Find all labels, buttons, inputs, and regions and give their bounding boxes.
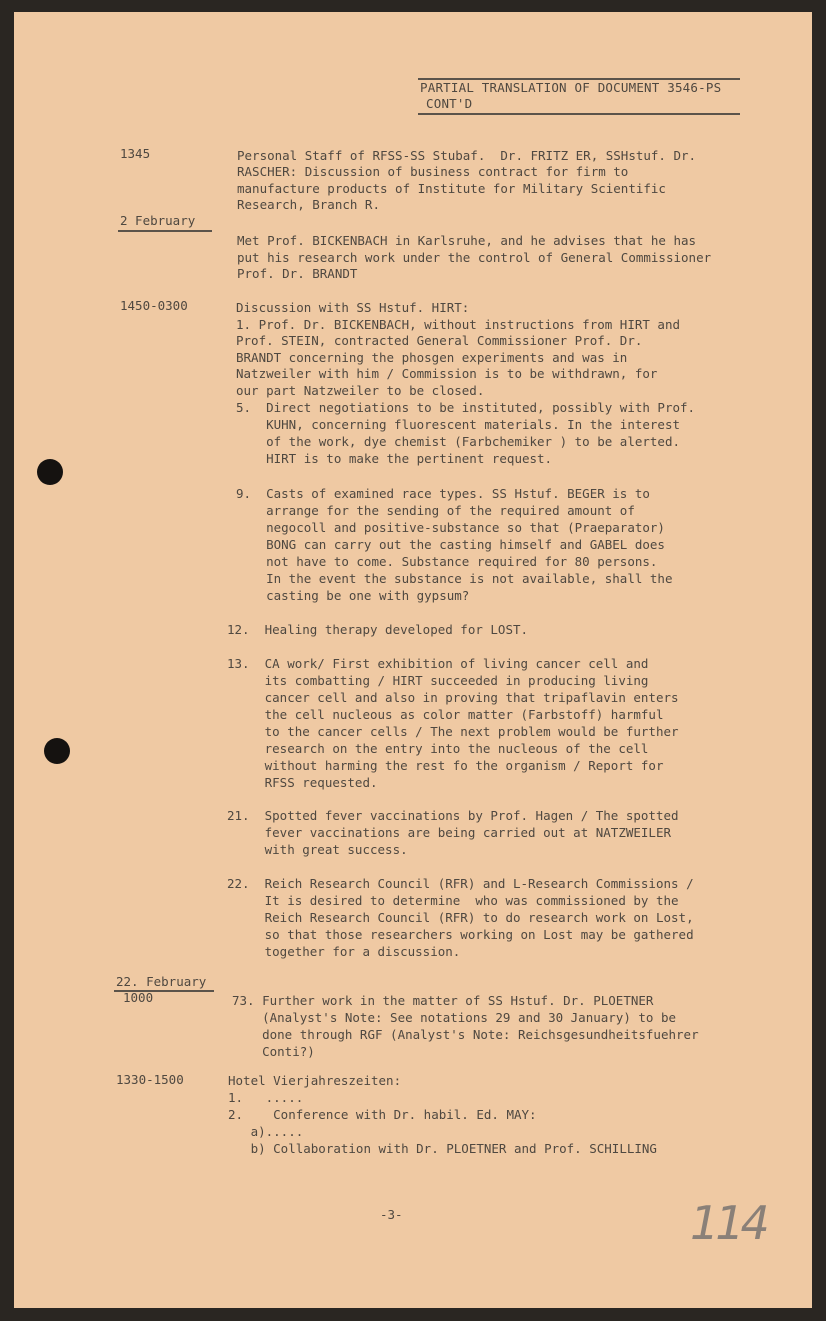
time-1330-1500: 1330-1500 bbox=[116, 1072, 184, 1087]
text-line: negocoll and positive-substance so that (Praeparator) bbox=[236, 520, 665, 535]
text-line: RFSS requested. bbox=[227, 775, 378, 790]
text-line: Natzweiler with him / Commission is to be withdrawn, for bbox=[236, 366, 658, 381]
binder-hole-top bbox=[37, 459, 63, 485]
time-1345: 1345 bbox=[120, 146, 151, 161]
text-line: 22. Reich Research Council (RFR) and L-Research Commissions / bbox=[227, 876, 694, 891]
date-22-february: 22. February bbox=[116, 974, 207, 989]
time-1450-0300: 1450-0300 bbox=[120, 298, 188, 313]
text-line: BRANDT concerning the phosgen experiments and was in bbox=[236, 350, 628, 365]
text-line: HIRT is to make the pertinent request. bbox=[236, 451, 553, 466]
text-line: 1. ..... bbox=[228, 1090, 304, 1105]
text-line: Reich Research Council (RFR) to do research work on Lost, bbox=[227, 910, 694, 925]
text-line: 73. Further work in the matter of SS Hstuf. Dr. PLOETNER bbox=[232, 993, 654, 1008]
text-line: 9. Casts of examined race types. SS Hstuf. BEGER is to bbox=[236, 486, 650, 501]
text-line: In the event the substance is not available, shall the bbox=[236, 571, 673, 586]
text-line: without harming the rest fo the organism / Report for bbox=[227, 758, 664, 773]
text-line: together for a discussion. bbox=[227, 944, 461, 959]
text-line: It is desired to determine who was commissioned by the bbox=[227, 893, 679, 908]
date-underline bbox=[118, 230, 212, 232]
text-line: research on the entry into the nucleous of the cell bbox=[227, 741, 649, 756]
text-line: RASCHER: Discussion of business contract for firm to bbox=[237, 164, 629, 179]
binder-hole-bottom bbox=[44, 738, 70, 764]
text-line: manufacture products of Institute for Military Scientific bbox=[237, 181, 666, 196]
text-line: 1. Prof. Dr. BICKENBACH, without instructions from HIRT and bbox=[236, 317, 681, 332]
text-line: Discussion with SS Hstuf. HIRT: bbox=[236, 300, 470, 315]
text-line: arrange for the sending of the required amount of bbox=[236, 503, 635, 518]
text-line: Personal Staff of RFSS-SS Stubaf. Dr. FRITZ ER, SSHstuf. Dr. bbox=[237, 148, 697, 163]
text-line: not have to come. Substance required for 80 persons. bbox=[236, 554, 658, 569]
text-line: its combatting / HIRT succeeded in producing living bbox=[227, 673, 649, 688]
time-1000: 1000 bbox=[123, 990, 154, 1005]
handwritten-page-mark: 114 bbox=[690, 1196, 766, 1250]
text-line: to the cancer cells / The next problem would be further bbox=[227, 724, 679, 739]
text-line: 13. CA work/ First exhibition of living cancer cell and bbox=[227, 656, 649, 671]
text-line: with great success. bbox=[227, 842, 408, 857]
text-line: b) Collaboration with Dr. PLOETNER and Prof. SCHILLING bbox=[228, 1141, 657, 1156]
text-line: a)..... bbox=[228, 1124, 304, 1139]
text-line: Prof. STEIN, contracted General Commissioner Prof. Dr. bbox=[236, 333, 643, 348]
text-line: Prof. Dr. BRANDT bbox=[237, 266, 358, 281]
text-line: Conti?) bbox=[232, 1044, 315, 1059]
header-rule-bottom bbox=[418, 113, 740, 115]
text-line: of the work, dye chemist (Farbchemiker ) to be alerted. bbox=[236, 434, 681, 449]
text-line: cancer cell and also in proving that tripaflavin enters bbox=[227, 690, 679, 705]
text-line: Hotel Vierjahreszeiten: bbox=[228, 1073, 402, 1088]
text-line: so that those researchers working on Lost may be gathered bbox=[227, 927, 694, 942]
text-line: BONG can carry out the casting himself and GABEL does bbox=[236, 537, 665, 552]
text-line: the cell nucleous as color matter (Farbstoff) harmful bbox=[227, 707, 664, 722]
text-line: 5. Direct negotiations to be instituted, possibly with Prof. bbox=[236, 400, 696, 415]
text-line: KUHN, concerning fluorescent materials. In the interest bbox=[236, 417, 681, 432]
text-line: 12. Healing therapy developed for LOST. bbox=[227, 622, 529, 637]
text-line: (Analyst's Note: See notations 29 and 30 January) to be bbox=[232, 1010, 677, 1025]
text-line: Research, Branch R. bbox=[237, 197, 380, 212]
text-line: our part Natzweiler to be closed. bbox=[236, 383, 485, 398]
header-subtitle: CONT'D bbox=[426, 96, 473, 111]
text-line: 21. Spotted fever vaccinations by Prof. Hagen / The spotted bbox=[227, 808, 679, 823]
text-line: fever vaccinations are being carried out at NATZWEILER bbox=[227, 825, 672, 840]
header-title: PARTIAL TRANSLATION OF DOCUMENT 3546-PS bbox=[420, 80, 722, 95]
text-line: done through RGF (Analyst's Note: Reichsgesundheitsfuehrer bbox=[232, 1027, 699, 1042]
text-line: casting be one with gypsum? bbox=[236, 588, 470, 603]
text-line: 2. Conference with Dr. habil. Ed. MAY: bbox=[228, 1107, 537, 1122]
page-number: -3- bbox=[380, 1207, 403, 1222]
text-line: put his research work under the control of General Commissioner bbox=[237, 250, 712, 265]
date-2-february: 2 February bbox=[120, 213, 196, 228]
text-line: Met Prof. BICKENBACH in Karlsruhe, and he advises that he has bbox=[237, 233, 697, 248]
